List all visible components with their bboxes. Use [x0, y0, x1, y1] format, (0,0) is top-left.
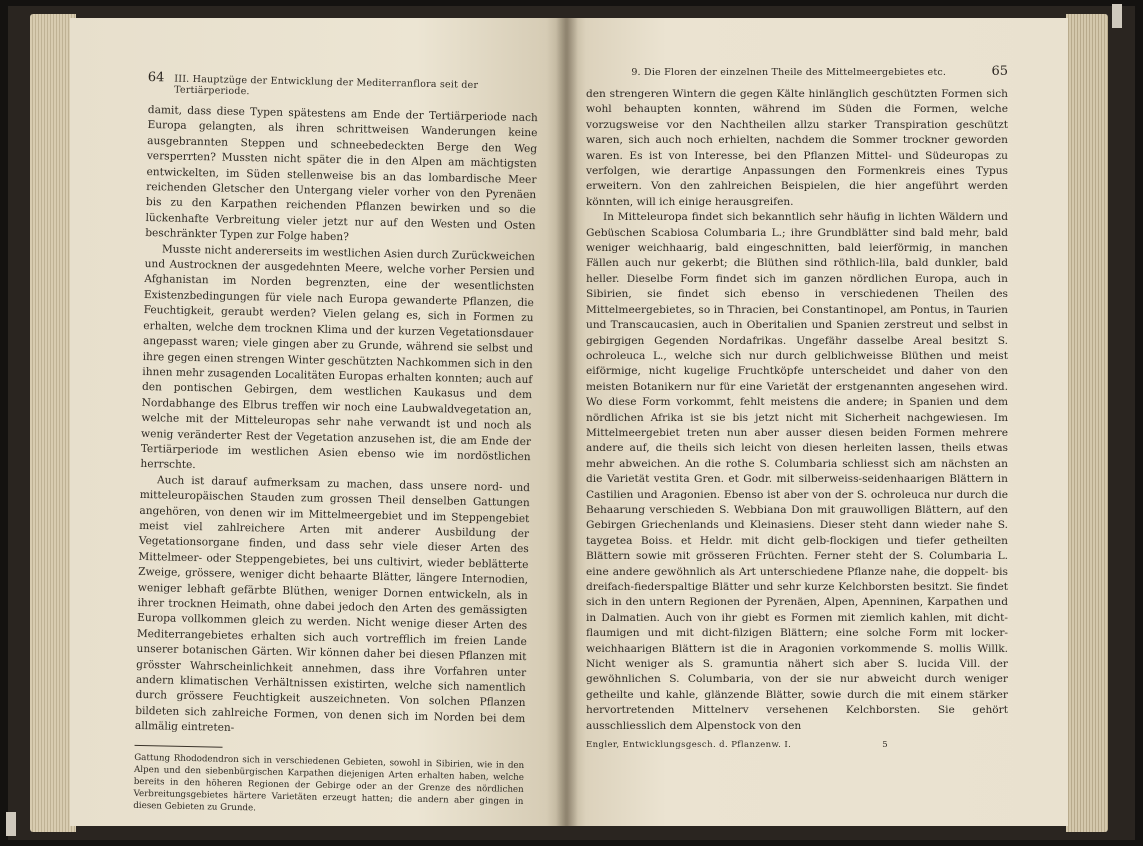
- right-paragraph-2: In Mitteleuropa findet sich bekanntlich sehr häufig in lichten Wäldern und Gebüschen Scabiosa Columbaria L.; ihre Grundblätter sind bald mehr, bald weniger weichhaarig, bald eingeschnitten, bald leierförmig, in manchen Fällen auch nur gekerbt; die Blüthen sind röthlich-lila, bald dunkler, bald heller. Dieselbe Form findet sich im ganzen nördlichen Europa, auch in Sibirien, sie findet sich ebenso in verschiedenen Theilen des Mittelmeergebietes, so in Thracien, bei Constantinopel, am Pontus, in Taurien und Transcaucasien, auch in Oberitalien und Spanien zerstreut und selbst in gebirgigen Gegenden Nordafrikas. Ungefähr dasselbe Areal besitzt S. ochroleuca L., welche sich nur durch gelblichweisse Blüthen und meist eiförmige, nicht kugelige Fruchtköpfe unterscheidet und daher von den meisten Botanikern nur für eine Varietät der erstgenannten angesehen wird. Wo diese Form vorkommt, fehlt meistens die andere; in Spanien und dem nördlichen Afrika ist sie bis jetzt nicht mit Sicherheit nachgewiesen. Im Mittelmeergebiet treten nun aber ausser diesen beiden Formen mehrere andere auf, die theils sich leicht von diesen herleiten lassen, theils etwas mehr abweichen. An die rothe S. Columbaria schliesst sich am nächsten an die Varietät vestita Gren. et Godr. mit silberweiss-seidenhaarigen Blättern in Castilien und Aragonien. Ebenso ist aber von der S. ochroleuca nur durch die Behaarung verschieden S. Webbiana Don mit grauwolligen Blättern, auf den Gebirgen Griechenlands und Kleinasiens. Dieser steht dann wieder nahe S. taygetea Boiss. et Heldr. mit dicht gelb-flockigen und tiefer getheilten Blättern sowie mit grösseren Früchten. Ferner steht der S. Columbaria L. eine andere gewöhnlich als Art unterschiedene Pflanze nahe, die doppelt- bis dreifach-fiederspaltige Blätter und sehr kurze Kelchborsten besitzt. Sie findet sich in den untern Regionen der Pyrenäen, Alpen, Apenninen, Karpathen und in Dalmatien. Auch von ihr giebt es Formen mit ziemlich kahlen, mit dicht-flaumigen und mit dicht-filzigen Blättern; eine solche Form mit locker-weichhaarigen Blättern ist die in Aragonien vorkommende S. mollis Willk. Nicht weniger als S. gramuntia nähert sich aber S. lucida Vill. der gewöhnlichen S. Columbaria, von der sie nur abweicht durch weniger getheilte und kahle, glänzende Blätter, sowie durch die mit einem stärker hervortretenden Mittelnerv versehenen Kelchborsten. Sie gehört ausschliesslich dem Alpenstock von den: [586, 211, 1008, 732]
- left-footnote: Gattung Rhododendron sich in verschiedenen Gebieten, sowohl in Sibirien, wie in den Alpen und den siebenbürgischen Karpathen diejenigen Arten erhalten haben, welche bereits in den höheren Regionen der Gebirge oder an der Grenze des nördlichen Verbreitungsgebietes härtere Varietäten erzeugt hatten; die andern aber gingen in diesen Gebieten zu Grunde.: [133, 752, 525, 814]
- signature-line: [586, 740, 1008, 750]
- page-edges-right: [1066, 14, 1108, 832]
- signature-text: Engler, Entwicklungsgesch. d. Pflanzenw. I.: [586, 740, 792, 751]
- left-paragraph-2: Musste nicht andererseits im westlichen Asien durch Zurückweichen und Austrocknen der ausgedehnten Meere, welche vorher Persien und Afghanistan im Norden begrenzten, eine der wesentlichsten Existenzbedingungen für viele nach Europa gewanderte Pflanzen, die Feuchtigkeit, geraubt werden? Vielen gelang es, sich in Formen zu erhalten, welche dem trocknen Klima und der kurzen Vegetationsdauer angepasst waren; viele gingen aber zu Grunde, während sie selbst und ihre gegen einen strengen Winter geschützten Nachkommen sich in den ihnen mehr zusagenden Localitäten Europas erhalten konnten; auch auf den pontischen Gebirgen, dem westlichen Kaukasus und dem Nordabhange des Elbrus treffen wir noch eine Laubwaldvegetation an, welche mit der Mitteleuropas sehr nahe verwandt ist und noch als wenig veränderter Rest der Vegetation anzusehen ist, die am Ende der Tertiärperiode im westlichen Asien ebenso wie im nordöstlichen herrschte.: [140, 242, 535, 472]
- left-page-number: 64: [147, 70, 165, 86]
- left-running-head: [147, 70, 537, 103]
- footnote-rule: [135, 745, 223, 748]
- binding-clip-top: [1112, 4, 1122, 28]
- gutter-shadow: [556, 18, 578, 826]
- left-paragraph-3: Auch ist darauf aufmerksam zu machen, dass unsere nord- und mitteleuropäischen Stauden zum grossen Theil denselben Gattungen angehören, von denen wir im Mittelmeergebiet und im Steppengebiet meist viel zahlreichere Arten mit anderer Ausbildung der Vegetationsorgane finden, und dass sehr viele dieser Arten des Mittelmeer- oder Steppengebietes, bei uns cultivirt, wieder beblätterte Zweige, grössere, weniger dicht behaarte Blätter, längere Internodien, weniger lebhaft gefärbte Blüthen, weniger Dornen entwickeln, als in ihrer trocknen Heimath, ohne dabei jedoch den Arten des gemässigten Europa vollkommen gleich zu werden. Nicht wenige dieser Arten des Mediterrangebietes erhalten sich auch vortrefflich im freien Lande unserer botanischen Gärten. Wir können daher bei diesen Pflanzen mit grösster Wahrscheinlichkeit annehmen, dass ihre Vorfahren unter andern klimatischen Verhältnissen existirten, welche sich namentlich durch grössere Feuchtigkeit auszeichneten. Von solchen Pflanzen bildeten sich zahlreiche Formen, von denen sich im Norden bei dem allmälig eintreten-: [134, 474, 531, 735]
- right-running-title: 9. Die Floren der einzelnen Theile des Mittelmeergebietes etc.: [631, 67, 947, 78]
- left-page-body: [133, 103, 538, 820]
- right-page: [566, 18, 1068, 826]
- left-page: [70, 18, 566, 826]
- right-paragraph-1: den strengeren Wintern die gegen Kälte hinlänglich geschützten Formen sich wohl behaupten konnten, während im Süden die Formen, welche vorzugsweise vor den Nachtheilen allzu starker Transpiration geschützt waren, sich auch noch erhielten, nachdem die Sommer trockner geworden waren. Es ist von Interesse, bei den Pflanzen Mittel- und Südeuropas zu verfolgen, wie derartige Anpassungen den Formenkreis eines Typus erweitern. Von den zahlreichen Beispielen, die hier angeführt werden könnten, will ich einige herausgreifen.: [586, 88, 1008, 208]
- right-page-body: [586, 87, 1008, 750]
- left-paragraph-1: damit, dass diese Typen spätestens am Ende der Tertiärperiode nach Europa gelangten, als ihren schrittweisen Wanderungen keine ausgebrannten Steppen und schneebedeckten Berge den Weg versperrten? Mussten nicht später die in den Alpen am mächtigsten entwickelten, im Süden stellenweise bis an das lombardische Meer reichenden Gletscher den Untergang vieler vorher von den Pyrenäen bis zu den Karpathen reichenden Pflanzen bewirken und so die lückenhafte Verbreitung vieler jetzt nur auf den Westen und Osten beschränkter Typen zur Folge haben?: [145, 103, 538, 244]
- signature-mark: 5: [882, 740, 888, 751]
- right-running-head: [586, 64, 1008, 79]
- binding-clip-bottom: [6, 812, 16, 836]
- right-page-number: 65: [991, 64, 1008, 79]
- left-running-title: III. Hauptzüge der Entwicklung der Mediterranflora seit der Tertiärperiode.: [174, 73, 479, 98]
